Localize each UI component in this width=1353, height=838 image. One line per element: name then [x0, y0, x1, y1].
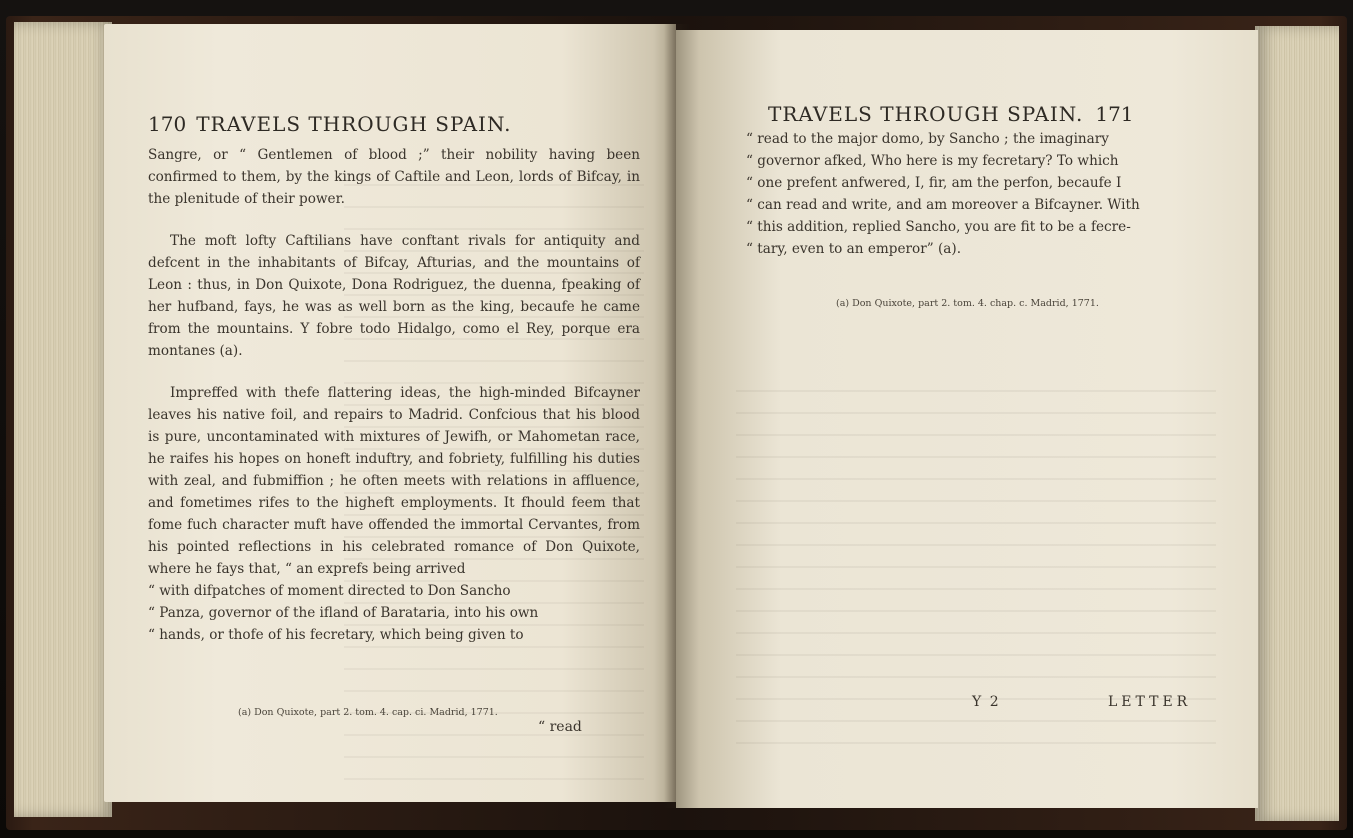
left-quote-line: “ hands, or thofe of his fecretary, which being given to [148, 627, 524, 643]
right-page [676, 30, 1258, 808]
right-quote-line: “ tary, even to an emperor” (a). [746, 241, 962, 257]
left-paragraph-1: Sangre, or “ Gentlemen of blood ;” their nobility having been confirmed to them, by the kings of Caftile and Leon, lords of Bifcay, in the plenitude of their power. [148, 147, 640, 207]
left-quote-line: “ with difpatches of moment directed to Don Sancho [148, 583, 511, 599]
right-running-head-title: TRAVELS THROUGH SPAIN. [768, 102, 1084, 126]
left-footnote: (a) Don Quixote, part 2. tom. 4. cap. ci. Madrid, 1771. [238, 707, 498, 718]
right-quote-line: “ this addition, replied Sancho, you are fit to be a fecre- [746, 219, 1131, 235]
right-quote-line: “ read to the major domo, by Sancho ; the imaginary [746, 131, 1109, 147]
right-quote-line: “ governor afked, Who here is my fecretary? To which [746, 153, 1119, 169]
left-page-edges [14, 22, 112, 817]
left-page-body [148, 144, 640, 646]
right-running-head [768, 102, 1134, 126]
right-page-edges [1255, 26, 1339, 821]
right-footnote: (a) Don Quixote, part 2. tom. 4. chap. c. Madrid, 1771. [836, 298, 1099, 309]
left-page [104, 24, 676, 802]
left-catchword: “ read [538, 719, 582, 735]
left-paragraph-2: The moft lofty Caftilians have conftant rivals for antiquity and defcent in the inhabitants of Bifcay, Afturias, and the mountains of Leon : thus, in Don Quixote, Dona Rodriguez, the duenna, fpeaking of her hufband, fays, he was as well born as the king, becaufe he came from the mountains. Y fobre todo Hidalgo, como el Rey, porque era montanes (a). [148, 233, 640, 359]
left-quote-line: “ Panza, governor of the ifland of Barataria, into his own [148, 605, 539, 621]
left-paragraph-3: Impreffed with thefe flattering ideas, the high-minded Bifcayner leaves his native foil, and repairs to Madrid. Confcious that his blood is pure, uncontaminated with mixtures of Jewifh, or Mahometan race, he raifes his hopes on honeft induftry, and fobriety, fulfilling his duties with zeal, and fubmiffion ; he often meets with relations in affluence, and fometimes rifes to the higheft employments. It fhould feem that fome fuch character muft have offended the immortal Cervantes, from his pointed reflections in his celebrated romance of Don Quixote, where he fays that, “ an exprefs being arrived [148, 385, 640, 577]
signature-mark: Y 2 [972, 694, 1001, 710]
right-quote-line: “ can read and write, and am moreover a Bifcayner. With [746, 197, 1140, 213]
right-catchword: LETTER [1108, 694, 1192, 710]
left-page-number: 170 [148, 112, 187, 136]
left-running-head-title: TRAVELS THROUGH SPAIN. [196, 112, 512, 136]
left-running-head [148, 112, 512, 136]
right-page-body [746, 128, 1224, 260]
right-quote-line: “ one prefent anfwered, I, fir, am the perfon, becaufe I [746, 175, 1122, 191]
right-page-number: 171 [1095, 102, 1134, 126]
